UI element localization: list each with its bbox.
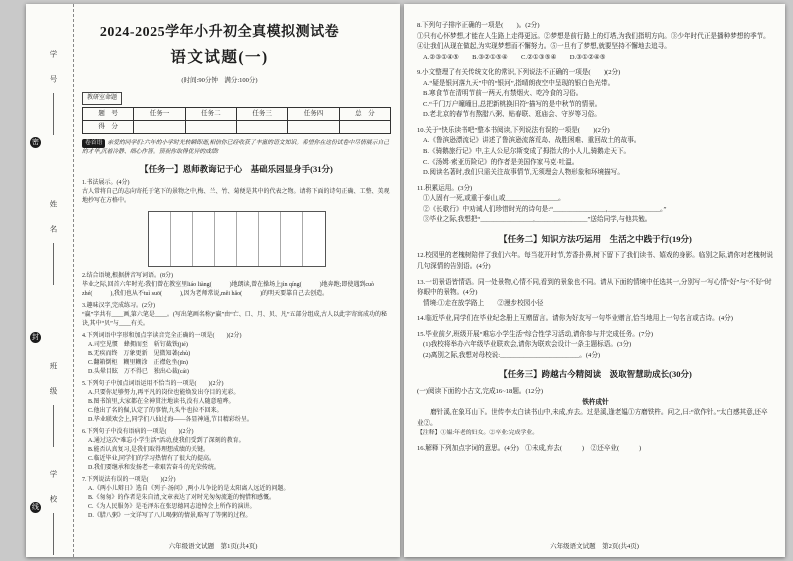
section-1-title: 【任务一】恩师教诲记于心 基础乐园显身手(31分): [140, 164, 333, 175]
score-header-cell: 任务一: [134, 108, 185, 121]
question-9-stem: 9.小文整理了有关传统文化的常识,下列说法不正确的一项是( )(2分): [417, 69, 621, 77]
question-10-option-d: D.阅读名著时,我们只需关注故事情节,无须理会人物形象和环境描写。: [423, 169, 624, 177]
score-empty-cell: [236, 121, 287, 134]
question-5: [82, 380, 391, 425]
question-5-stem: 5.下列句子中加点词语运用不恰当的一项是( )(2分): [82, 381, 224, 388]
calligraphy-cell: [281, 212, 303, 266]
question-4-stem: 4.下列词语中字形和加点字读音完全正确的一项是( )(2分): [82, 333, 242, 340]
question-4: [82, 332, 391, 377]
question-6-option-d: D.我们要继承和发扬老一辈艰苦奋斗的光荣传统。: [88, 465, 220, 472]
question-8: [417, 21, 774, 63]
score-header-cell: 题 号: [83, 108, 134, 121]
calligraphy-cell: [193, 212, 215, 266]
question-5-option-c: C.他出了名的倔,认定了的事情,九头牛也拉不回来。: [88, 408, 223, 415]
exam-title: 2024-2025学年小升初全真模拟测试卷: [99, 25, 340, 40]
page-1-footer: 六年级语文试题 第1页(共4页): [168, 543, 258, 550]
question-10-option-c: C.《汤姆·索亚历险记》的作者是美国作家马克·吐温。: [423, 158, 579, 166]
score-header-row: [83, 108, 391, 121]
exam-subtitle: 语文试题(一): [170, 49, 269, 66]
question-8-options: A.②③①④⑤ B.③②①⑤④ C.②①③⑤④ D.③①②④⑤: [423, 53, 606, 61]
question-4-option-a: A.司空见惯 蜂拥而至 斩钉截铁(jié): [88, 342, 188, 349]
time-score-meta: (时间:90分钟 满分:100分): [181, 77, 258, 85]
question-5-option-b: B.图书馆里,大家都在全神贯注地读书,没有人随意喧哗。: [88, 399, 235, 406]
question-3-text: “赢”字共有____画,第六笔是____。(写出笔画名称)“赢”由“亡、口、月、贝、凡”五部分组成,古人以此字寄寓成功的秘诀,其中“贝”与____有关。: [82, 312, 387, 328]
reading-intro: (一)阅读下面的小古文,完成16~18题。(12分): [417, 387, 544, 395]
question-9-option-d: D.老北京的春节有熬腊八粥、贴春联、逛庙会、守岁等习俗。: [423, 111, 601, 119]
section-2-title: 【任务二】知识方法巧运用 生活之中践于行(19分): [499, 233, 692, 244]
score-header-cell: 总 分: [339, 108, 390, 121]
score-empty-cell: [185, 121, 236, 134]
question-15: [417, 330, 774, 362]
score-header-cell: 任务四: [288, 108, 339, 121]
question-12: [417, 251, 774, 272]
question-3: [82, 302, 391, 329]
question-10-option-b: B.《骑鹅旅行记》中,主人公尼尔斯变成了拇指大的小人儿,骑鹅走天下。: [423, 148, 631, 156]
question-7-option-b: B.《匆匆》的作者是朱自清,文章表达了对时光匆匆流逝的惋惜和感慨。: [88, 495, 276, 502]
question-6-option-b: B.能否认真复习,是我们取得理想成绩的关键。: [88, 447, 210, 454]
calligraphy-cell: [259, 212, 281, 266]
question-2: [82, 272, 391, 299]
seal-margin: [26, 4, 74, 557]
question-4-option-c: C.翻箱倒柜 糊里糊涂 正襟危坐(jīn): [88, 360, 188, 367]
score-empty-cell: [134, 121, 185, 134]
question-1-text: 古人常将自己的志向寄托于笔下的景物之中,梅、兰、竹、菊便是其中的代表之物。请将下面的诗句正确、工整、美观地抄写在方格中。: [82, 189, 390, 205]
score-row-label: 得 分: [83, 121, 134, 134]
question-9-option-a: A.“疑是银河落九天”中的“银河”,指晴朗夜空中呈现的银白色光带。: [423, 79, 615, 87]
preface-tag: 卷首语: [82, 139, 105, 148]
question-7: [82, 476, 391, 521]
preface-text: 亲爱的同学们:六年的小学时光转瞬即逝,相信你已经收获了丰富的语文知识。希望你在这份试卷中尽情展示自己的才华,沉着冷静、细心作答。预祝你取得优异的成绩!: [82, 140, 390, 155]
calligraphy-cell: [171, 212, 193, 266]
score-header-cell: 任务三: [236, 108, 287, 121]
exam-title-block: [48, 22, 391, 86]
question-11-item-2: ②《长歌行》中劝诫人们珍惜时光的诗句是:“________________,________________。”: [423, 205, 667, 213]
page-1-content: [82, 4, 391, 557]
question-10: [417, 126, 774, 179]
seal-char-xian: 线: [32, 503, 39, 511]
question-13: [417, 278, 774, 310]
question-5-option-a: A.只要你足够努力,再平凡的岗位也能焕发出夺目的光彩。: [88, 390, 240, 397]
question-6-stem: 6.下列句子中没有语病的一项是( )(2分): [82, 429, 194, 436]
calligraphy-grid: [148, 211, 326, 267]
question-6: [82, 428, 391, 473]
question-1: [82, 179, 391, 267]
question-6-option-a: A.通过这次“难忘小学生活”活动,使我们受到了深刻的教育。: [88, 438, 245, 445]
seal-char-mi: 密: [32, 138, 39, 146]
calligraphy-cell: [215, 212, 237, 266]
student-class-blank-line: [53, 405, 54, 447]
question-9-option-c: C.“千门万户曈曈日,总把新桃换旧符”描写的是中秋节的情景。: [423, 100, 602, 108]
question-13-hint: 情境:①走在放学路上 ②漫步校园小径: [423, 299, 544, 307]
exam-page-1: [26, 4, 400, 557]
passage-note: 【注释】①媪:年老的妇女。②卒业:完成学业。: [417, 430, 539, 437]
authoring-stamp: 教研室命题: [82, 92, 122, 105]
question-2-text: 毕业之际,回首六年时光:我们曾在教室里liáo liàng( )地朗读,曾在操场上jìn qíng( )地奔跑;即使遇到cuò zhé( ),我们也从不tuì suō( ),因为老师常说,měi hǎo( )的明天要靠自己去创造。: [82, 282, 374, 298]
question-7-stem: 7.下列说法有误的一项是( )(2分): [82, 477, 176, 484]
calligraphy-cell: [149, 212, 171, 266]
question-2-stem: 2.结合语境,根据拼音写词语。(8分): [82, 273, 173, 280]
question-16: [417, 444, 774, 455]
question-5-option-d: D.毕业联欢会上,同学们八仙过海——各显神通,节目精彩纷呈。: [88, 417, 253, 424]
passage-title: 铁杵成针: [582, 398, 609, 406]
question-10-stem: 10.关于“快乐读书吧”整本书阅读,下列说法有误的一项是( )(2分): [417, 126, 610, 134]
question-14: [417, 314, 774, 325]
question-7-option-a: A.《两小儿辩日》选自《列子·汤问》,两小儿争论的是太阳离人远近的问题。: [88, 486, 290, 493]
student-class-label: 班 级: [49, 362, 58, 400]
student-name-blank-line: [53, 243, 54, 285]
exam-page-2: [404, 4, 785, 557]
passage-text: 磨针溪,在象耳山下。世传李太白读书山中,未成,弃去。过是溪,逢老媪①方磨铁杵。问之,曰:“欲作针。”太白感其意,还卒业②。: [417, 409, 768, 427]
student-name-label: 姓 名: [49, 200, 58, 238]
question-15-sub-2: (2)离别之际,我想对母校说:________________________。(4分): [423, 351, 601, 359]
score-empty-cell: [288, 121, 339, 134]
calligraphy-cell: [237, 212, 259, 266]
seal-char-feng: 封: [32, 333, 39, 341]
student-id-label: 学 号: [49, 50, 58, 88]
question-15-stem: 15.毕业前夕,班级开展“难忘小学生活”综合性学习活动,请你参与并完成任务。(7分): [417, 330, 654, 338]
section-3-title: 【任务三】跨越古今精阅读 汲取智慧助成长(30分): [499, 369, 692, 380]
preface-block: [82, 139, 391, 156]
question-9: [417, 68, 774, 121]
question-6-option-c: C.临近毕业,同学们的学习热情有了很大的提高。: [88, 456, 216, 463]
question-10-option-a: A.《鲁滨逊漂流记》讲述了鲁滨逊流落荒岛、战胜困难、重回故土的故事。: [423, 137, 641, 145]
question-16-text: 16.解释下列加点字词的意思。(4分) ①未成,弃去( ) ②还卒业( ): [417, 444, 642, 452]
question-9-option-b: B.寒食节在清明节前一两天,有禁烟火、吃冷食的习俗。: [423, 90, 583, 98]
question-15-sub-1: (1)我校将举办六年级毕业联欢会,请你为联欢会设计一条主题标语。(3分): [423, 341, 632, 349]
question-7-option-d: D.《腊八粥》一文详写了八儿喝粥的情景,略写了等粥的过程。: [88, 513, 252, 520]
question-11-item-3: ③毕业之际,我想把“________________,________________”送给同学,与他共勉。: [423, 216, 652, 224]
question-11-stem: 11.积累运用。(3分): [417, 184, 473, 192]
question-11: [417, 184, 774, 226]
question-11-item-1: ①人固有一死,或重于泰山,或________________。: [423, 195, 565, 203]
question-1-stem: 1.书法展示。(4分): [82, 180, 130, 187]
question-7-option-c: C.《为人民服务》是毛泽东在张思德同志追悼会上所作的演讲。: [88, 504, 256, 511]
student-id-blank-line: [53, 93, 54, 135]
student-class-field: [48, 362, 59, 447]
score-header-cell: 任务二: [185, 108, 236, 121]
page-2-footer: 六年级语文试题 第2页(共4页): [550, 543, 639, 550]
question-14-text: 14.临近毕业,同学们在毕业纪念册上互赠留言。请你为好友写一句毕业赠言,恰当地用上一句名言或古诗。(4分): [417, 315, 733, 323]
question-13-text: 13.一切景语皆情语。同一处景物,心情不同,看到的景象也不同。请从下面的情境中任选其一,分别写一写心情“好”与“不好”时你眼中的景物。(4分): [417, 278, 772, 297]
student-school-label: 学 校: [49, 470, 58, 508]
question-12-text: 12.校园里的老槐树陪伴了我们六年。每当花开时节,芳香扑鼻,树下留下了我们读书、嬉戏的身影。临别之际,请你对老槐树说几句深情的告别语。(4分): [417, 252, 774, 270]
question-8-body: ①只有心怀梦想,才能在人生路上走得更远。②梦想是前行路上的灯塔,为我们指明方向。③少年时代正是播种梦想的季节。④让我们从现在做起,为实现梦想而不懈努力。⑤一旦有了梦想,就要坚持不懈地去追寻。: [417, 32, 770, 51]
score-value-row: [83, 121, 391, 134]
page-2-content: [417, 4, 774, 557]
question-4-option-b: B.无疾而终 万象更新 见微知著(zhù): [88, 351, 191, 358]
student-name-field: [48, 200, 59, 285]
score-table: [82, 107, 391, 134]
question-4-option-d: D.头晕目眩 万不得已 独出心裁(cái): [88, 369, 189, 376]
score-empty-cell: [339, 121, 390, 134]
calligraphy-cell: [303, 212, 324, 266]
reading-section: [417, 387, 774, 439]
question-3-stem: 3.趣味汉字,完成练习。(2分): [82, 303, 155, 310]
question-8-stem: 8.下列句子排序正确的一项是( )。(2分): [417, 22, 540, 29]
